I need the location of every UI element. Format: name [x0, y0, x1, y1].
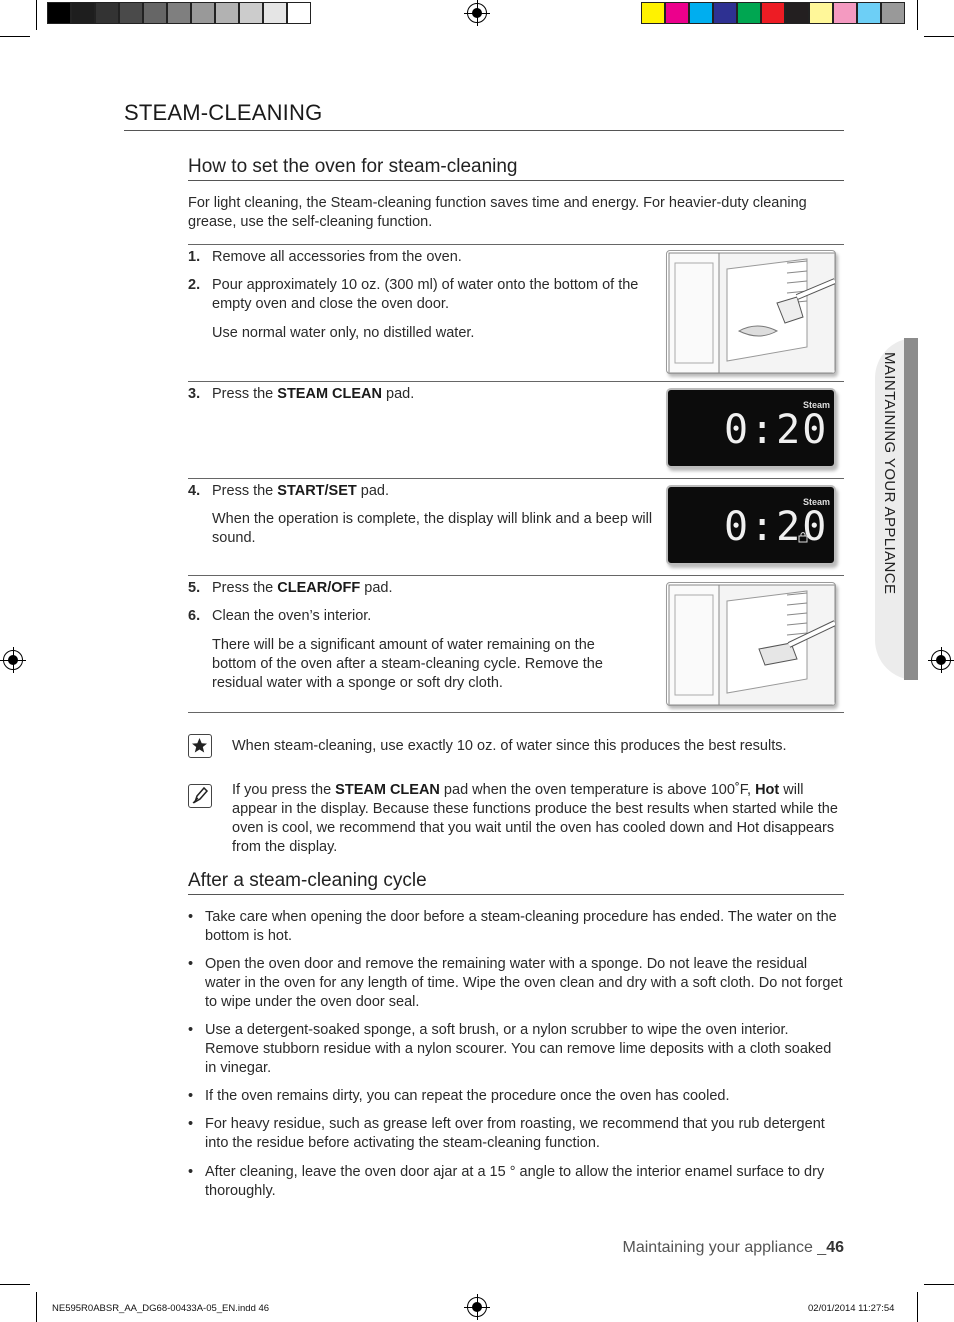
- registration-mark-icon: [467, 1297, 487, 1317]
- section-heading-after-cycle: After a steam-cleaning cycle: [188, 870, 427, 891]
- registration-mark-icon: [931, 650, 951, 670]
- color-swatch: [761, 2, 785, 24]
- crop-mark: [0, 1284, 30, 1285]
- step-text: Remove all accessories from the oven.: [212, 249, 462, 265]
- page-footer: Maintaining your appliance _46: [622, 1239, 844, 1256]
- section-rule: [188, 894, 844, 895]
- color-swatch: [857, 2, 881, 24]
- print-slug-date: 02/01/2014 11:27:54: [808, 1303, 895, 1314]
- color-swatch: [95, 2, 119, 24]
- step-number: 3.: [188, 386, 201, 402]
- color-swatch: [71, 2, 95, 24]
- step-divider: [188, 575, 844, 576]
- step-number: 6.: [188, 608, 201, 624]
- bullet-marker: •: [188, 1116, 194, 1132]
- color-swatch: [689, 2, 713, 24]
- list-item: Take care when opening the door before a steam-cleaning procedure has ended. The water on the bottom is hot.: [205, 909, 837, 944]
- print-slug-file: NE595R0ABSR_AA_DG68-00433A-05_EN.indd 46: [52, 1303, 270, 1314]
- color-swatch: [119, 2, 143, 24]
- crop-mark: [924, 1284, 954, 1285]
- list-item: Use a detergent-soaked sponge, a soft brush, or a nylon scrubber to wipe the oven interior. Remove stubborn residue with a nylon scourer. You can remove lime deposits with a cloth soaked in vinegar.: [205, 1022, 832, 1076]
- step-divider: [188, 381, 844, 382]
- registration-mark-icon: [467, 3, 487, 23]
- color-swatch: [713, 2, 737, 24]
- color-swatch: [191, 2, 215, 24]
- intro-paragraph: For light cleaning, the Steam-cleaning function saves time and energy. For heavier-duty cleaning grease, use the self-cleaning function.: [188, 195, 807, 230]
- step-number: 2.: [188, 277, 201, 293]
- start-set-pad-label: START/SET: [277, 483, 357, 499]
- star-note-icon: [188, 734, 212, 758]
- note-text: If you press the STEAM CLEAN pad when the oven temperature is above 100˚F, Hot will appear in the display. Because these functions produce the best results when started while the oven is cool, we recommend that you wait until the oven has cooled down and Hot disappears from the display.: [232, 782, 838, 855]
- bullet-marker: •: [188, 1088, 194, 1104]
- color-swatch: [239, 2, 263, 24]
- step-text: Press the CLEAR/OFF pad.: [212, 580, 393, 596]
- list-item: Open the oven door and remove the remaining water with a sponge. Do not leave the residual water in the oven for any length of time. Wipe the oven clean and dry with a soft cloth. Do not forget to wipe under the oven door seal.: [205, 956, 843, 1010]
- step-number: 5.: [188, 580, 201, 596]
- crop-mark: [924, 36, 954, 37]
- color-swatch: [641, 2, 665, 24]
- bullet-marker: •: [188, 1022, 194, 1038]
- color-swatch: [665, 2, 689, 24]
- color-swatch: [737, 2, 761, 24]
- step-text: Press the START/SET pad.: [212, 483, 390, 499]
- crop-mark: [36, 1292, 37, 1322]
- section-heading-how-to: How to set the oven for steam-cleaning: [188, 156, 518, 177]
- color-swatch: [287, 2, 311, 24]
- chapter-side-tab-label: MAINTAINING YOUR APPLIANCE: [881, 352, 898, 595]
- lock-icon: [798, 531, 808, 543]
- crop-mark: [36, 0, 37, 30]
- page-number: 46: [826, 1239, 844, 1256]
- crop-mark: [0, 36, 30, 37]
- oven-display-steam-locked: [666, 485, 836, 565]
- steam-indicator: Steam: [802, 400, 830, 410]
- note-text: When steam-cleaning, use exactly 10 oz. of water since this produces the best results.: [232, 738, 787, 754]
- step-text: Pour approximately 10 oz. (300 ml) of water onto the bottom of the empty oven and close the oven door.: [212, 277, 639, 312]
- bullet-marker: •: [188, 1164, 194, 1180]
- bullet-marker: •: [188, 956, 194, 972]
- registration-mark-icon: [3, 650, 23, 670]
- color-swatch: [167, 2, 191, 24]
- steam-clean-pad-label: STEAM CLEAN: [277, 386, 383, 402]
- oven-wipe-interior-illustration: [666, 582, 836, 706]
- color-swatch: [143, 2, 167, 24]
- step-number: 1.: [188, 249, 201, 265]
- list-item: If the oven remains dirty, you can repeat the procedure once the oven has cooled.: [205, 1088, 730, 1104]
- color-swatch: [215, 2, 239, 24]
- step-subtext: There will be a significant amount of water remaining on the bottom of the oven after a steam-cleaning cycle. Remove the residual water with a sponge or soft dry cloth.: [212, 637, 603, 691]
- clear-off-pad-label: CLEAR/OFF: [277, 580, 361, 596]
- steam-indicator: Steam: [802, 497, 830, 507]
- step-divider: [188, 478, 844, 479]
- section-rule: [188, 180, 844, 181]
- step-divider: [188, 712, 844, 713]
- step-subtext: When the operation is complete, the display will blink and a beep will sound.: [212, 511, 653, 546]
- timer-readout: 0:20: [724, 407, 829, 453]
- color-swatch: [263, 2, 287, 24]
- pencil-note-icon: [188, 784, 212, 808]
- color-swatch: [809, 2, 833, 24]
- step-divider: [188, 244, 844, 245]
- oven-display-steam: [666, 388, 836, 468]
- step-number: 4.: [188, 483, 201, 499]
- list-item: After cleaning, leave the oven door ajar at a 15 ° angle to allow the interior enamel surface to dry thoroughly.: [205, 1164, 825, 1199]
- timer-readout: 0:20: [724, 504, 829, 550]
- crop-mark: [917, 0, 918, 30]
- crop-mark: [917, 1292, 918, 1322]
- step-text: Clean the oven’s interior.: [212, 608, 372, 624]
- list-item: For heavy residue, such as grease left over from roasting, we recommend that you rub detergent into the residue before activating the steam-cleaning function.: [205, 1116, 825, 1151]
- color-swatch: [47, 2, 71, 24]
- bullet-marker: •: [188, 909, 194, 925]
- color-swatch: [833, 2, 857, 24]
- step-subtext: Use normal water only, no distilled water.: [212, 325, 475, 341]
- page-title: STEAM-CLEANING: [124, 100, 323, 125]
- title-rule: [124, 130, 844, 131]
- color-swatch: [785, 2, 809, 24]
- oven-pour-water-illustration: [666, 250, 836, 374]
- step-text: Press the STEAM CLEAN pad.: [212, 386, 415, 402]
- color-swatch: [881, 2, 905, 24]
